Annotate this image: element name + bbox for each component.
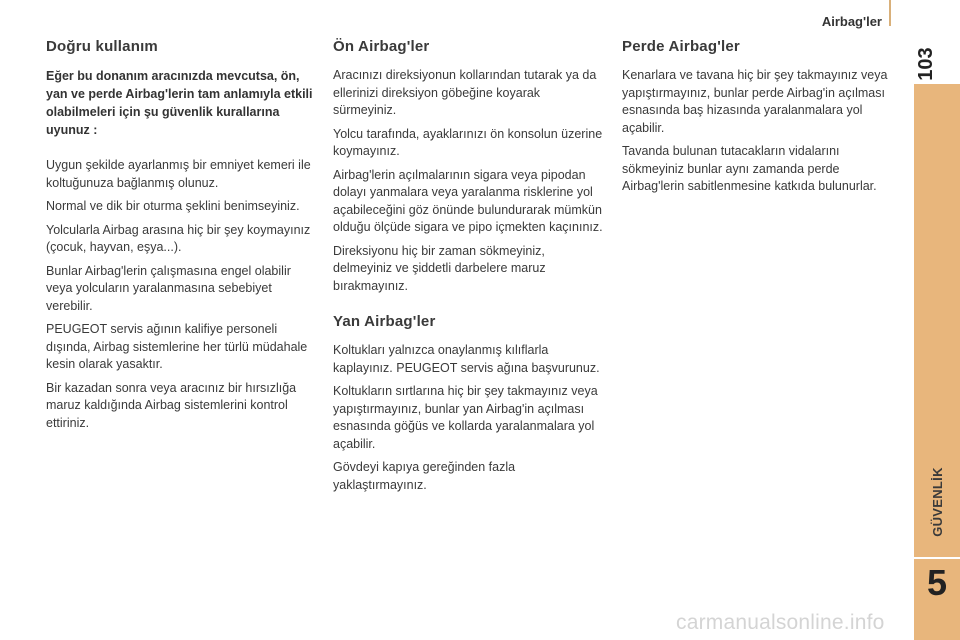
paragraph: Koltukların sırtlarına hiç bir şey takmayınız veya yapıştırmayınız, bunlar yan Airbag'in açılması esnasında göğüs ve kollarda yaralanmalara yol açabilir. xyxy=(333,384,598,451)
paragraph: Normal ve dik bir oturma şeklini benimseyiniz. xyxy=(46,199,300,213)
paragraph: Yolcularla Airbag arasına hiç bir şey koymayınız (çocuk, hayvan, eşya...). xyxy=(46,222,311,254)
header-divider xyxy=(889,0,891,26)
paragraph: Gövdeyi kapıya gereğinden fazla yaklaştırmayınız. xyxy=(333,460,516,492)
section-title: Airbag'ler xyxy=(821,14,882,29)
chapter-tab-divider xyxy=(914,557,960,559)
column-correct-use xyxy=(46,38,318,438)
column-curtain-airbags xyxy=(622,38,892,202)
paragraph: Tavanda bulunan tutacakların vidalarını sökmeyiniz bunlar aynı zamanda perde Airbag'lerin sabitlenmesine katkıda bulunurlar. xyxy=(622,144,877,193)
paragraph: Bir kazadan sonra veya aracınız bir hırsızlığa maruz kaldığında Airbag sistemlerini kontrol ettiriniz. xyxy=(46,380,297,430)
column-front-airbags xyxy=(333,38,603,500)
paragraph: Airbag'lerin açılmalarının sigara veya pipodan dolayı yanmalara veya yaralanma risklerine yol açabileceğini göz önünde bulundurarak mümkün olduğu ölçüde sigara ve pipo içmekten kaçınınız. xyxy=(333,167,603,234)
paragraph: Yolcu tarafında, ayaklarınızı ön konsolun üzerine koymayınız. xyxy=(333,126,603,158)
heading-front-airbags: Ön Airbag'ler xyxy=(333,38,430,55)
paragraph: Kenarlara ve tavana hiç bir şey takmayınız veya yapıştırmayınız, bunlar perde Airbag'in açılması esnasında baş hizasında yaralanmalara yol açabilir. xyxy=(622,68,888,135)
chapter-label: GÜVENLİK xyxy=(929,467,945,537)
intro-text: Eğer bu donanım aracınızda mevcutsa, ön, yan ve perde Airbag'lerin tam anlamıyla etkili olabilmeleri için şu güvenlik kurallarına uyunuz : xyxy=(46,69,313,137)
page-number: 103 xyxy=(914,47,937,81)
paragraph: Aracınızı direksiyonun kollarından tutarak ya da ellerinizi direksiyon göbeğine koyarak sürmeyiniz. xyxy=(333,68,597,117)
heading-correct-use: Doğru kullanım xyxy=(46,38,158,55)
paragraph: Uygun şekilde ayarlanmış bir emniyet kemeri ile koltuğunuza bağlanmış olunuz. xyxy=(46,158,311,190)
paragraph: PEUGEOT servis ağının kalifiye personeli dışında, Airbag sistemlerine her türlü müdahale kesin olarak yasaktır. xyxy=(46,322,308,371)
paragraph: Koltukları yalnızca onaylanmış kılıflarla kaplayınız. PEUGEOT servis ağına başvurunuz. xyxy=(333,343,600,375)
watermark-text: carmanualsonline.info xyxy=(676,611,885,634)
heading-curtain-airbags: Perde Airbag'ler xyxy=(622,38,740,55)
heading-side-airbags: Yan Airbag'ler xyxy=(333,313,436,330)
paragraph: Direksiyonu hiç bir zaman sökmeyiniz, delmeyiniz ve şiddetli darbelere maruz bırakmayınız. xyxy=(333,243,546,293)
chapter-number: 5 xyxy=(926,562,948,603)
paragraph: Bunlar Airbag'lerin çalışmasına engel olabilir veya yolcuların yaralanmasına sebebiyet verebilir. xyxy=(46,263,291,313)
